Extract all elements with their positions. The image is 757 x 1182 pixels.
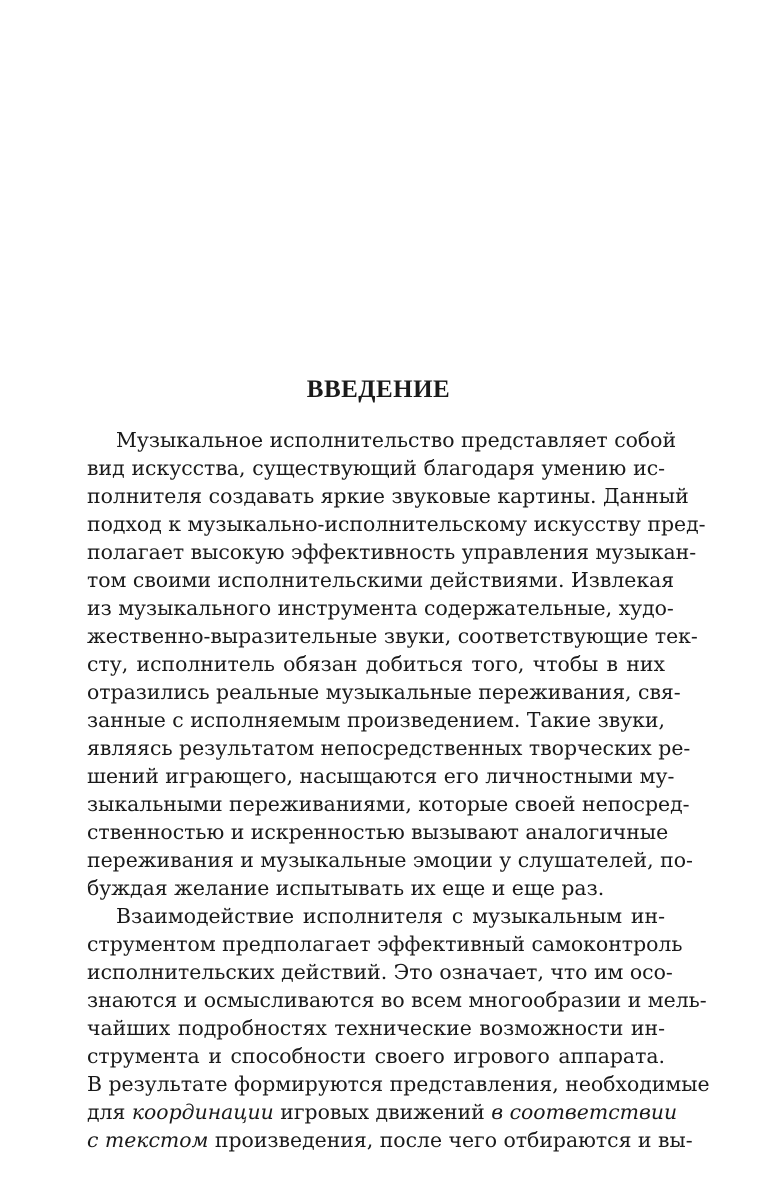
text-line: знаются и осмысливаются во всем многообразии и мель- bbox=[87, 988, 707, 1012]
text-run: игровых движений bbox=[273, 1100, 492, 1124]
text-line: струмента и способности своего игрового аппарата. bbox=[87, 1044, 665, 1068]
text-line: чайших подробностях технические возможности ин- bbox=[87, 1016, 665, 1040]
text-line: Взаимодействие исполнителя с музыкальным ин- bbox=[116, 904, 665, 928]
italic-run: с текстом bbox=[87, 1128, 209, 1152]
text-line: из музыкального инструмента содержательные, худо- bbox=[87, 596, 674, 620]
text-line-mixed bbox=[87, 1125, 693, 1155]
text-line: переживания и музыкальные эмоции у слушателей, по- bbox=[87, 848, 693, 872]
text-line: буждая желание испытывать их еще и еще раз. bbox=[87, 876, 605, 900]
italic-run: в соответствии bbox=[491, 1100, 678, 1124]
text-line: зыкальными переживаниями, которые своей непосред- bbox=[87, 792, 690, 816]
text-line: занные с исполняемым произведением. Такие звуки, bbox=[87, 708, 665, 732]
italic-run: координации bbox=[131, 1100, 274, 1124]
text-line: подход к музыкально-исполнительскому искусству пред- bbox=[87, 512, 706, 536]
text-run: произведения, после чего отбираются и вы- bbox=[208, 1128, 693, 1152]
text-run: для bbox=[87, 1100, 132, 1124]
text-line: являясь результатом непосредственных творческих ре- bbox=[87, 736, 691, 760]
text-line-mixed bbox=[87, 1097, 678, 1127]
chapter-heading: ВВЕДЕНИЕ bbox=[306, 376, 451, 403]
text-line: В результате формируются представления, необходимые bbox=[87, 1072, 710, 1096]
text-line: вид искусства, существующий благодаря умению ис- bbox=[87, 456, 665, 480]
text-line: Музыкальное исполнительство представляет собой bbox=[116, 428, 677, 452]
text-line: исполнительских действий. Это означает, что им осо- bbox=[87, 960, 673, 984]
text-line: отразились реальные музыкальные переживания, свя- bbox=[87, 680, 681, 704]
text-line: полнителя создавать яркие звуковые картины. Данный bbox=[87, 484, 689, 508]
text-line: сту, исполнитель обязан добиться того, чтобы в них bbox=[87, 652, 665, 676]
text-line: ственностью и искренностью вызывают аналогичные bbox=[87, 820, 669, 844]
text-line: полагает высокую эффективность управления музыкан- bbox=[87, 540, 697, 564]
text-line: жественно-выразительные звуки, соответствующие тек- bbox=[87, 624, 698, 648]
text-line: струментом предполагает эффективный самоконтроль bbox=[87, 932, 683, 956]
text-line: том своими исполнительскими действиями. Извлекая bbox=[87, 568, 675, 592]
text-line: шений играющего, насыщаются его личностными му- bbox=[87, 764, 675, 788]
